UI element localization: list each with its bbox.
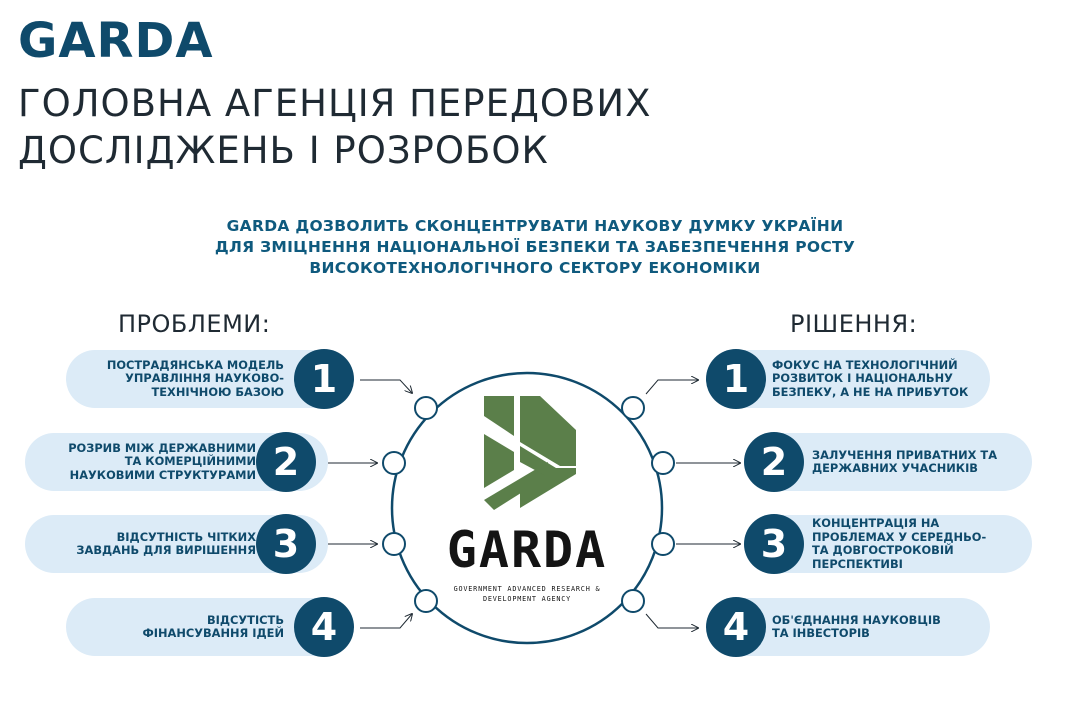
port-node xyxy=(383,533,405,555)
number-badge: 2 xyxy=(256,432,316,492)
text-line: ДЕРЖАВНИХ УЧАСНИКІВ xyxy=(812,461,978,475)
subtitle-line: ДОСЛІДЖЕНЬ І РОЗРОБОК xyxy=(18,129,549,172)
text-line: УПРАВЛІННЯ НАУКОВО- xyxy=(125,371,284,386)
tagline-line: GARDA ДОЗВОЛИТЬ СКОНЦЕНТРУВАТИ НАУКОВУ ДУМКУ УКРАЇНИ xyxy=(226,217,844,235)
number-badge: 4 xyxy=(294,597,354,657)
text-line: ПРОБЛЕМАХ У СЕРЕДНЬО- xyxy=(812,529,987,544)
port-node xyxy=(652,533,674,555)
number-badge: 3 xyxy=(256,514,316,574)
text-line: ТЕХНІЧНОЮ БАЗОЮ xyxy=(151,384,284,399)
arrow-solution-4 xyxy=(646,614,698,628)
text-line: КОНЦЕНТРАЦІЯ НА xyxy=(812,516,940,530)
text-line: ФІНАНСУВАННЯ ІДЕЙ xyxy=(142,626,284,640)
port-node xyxy=(415,590,437,612)
text-line: НАУКОВИМИ СТРУКТУРАМИ xyxy=(69,467,256,482)
port-node xyxy=(652,452,674,474)
text-line: ПЕРСПЕКТИВІ xyxy=(812,556,903,571)
number-badge: 1 xyxy=(294,349,354,409)
text-line: ВІДСУТНІСТЬ ЧІТКИХ xyxy=(116,529,256,544)
port-node xyxy=(622,397,644,419)
tagline-line: ВИСОКОТЕХНОЛОГІЧНОГО СЕКТОРУ ЕКОНОМІКИ xyxy=(309,259,761,277)
arrow-problem-1 xyxy=(360,380,412,393)
logo-caption: GOVERNMENT ADVANCED RESEARCH & xyxy=(453,585,601,593)
port-node xyxy=(383,452,405,474)
logo-caption: DEVELOPMENT AGENCY xyxy=(482,595,572,603)
port-node xyxy=(415,397,437,419)
text-line: БЕЗПЕКУ, А НЕ НА ПРИБУТОК xyxy=(772,384,969,399)
garda-logo-mark xyxy=(484,396,576,512)
arrow-problem-4 xyxy=(360,614,412,628)
number-badge: 3 xyxy=(744,514,804,574)
solutions-heading: РІШЕННЯ: xyxy=(790,310,918,338)
text-line: РОЗРИВ МІЖ ДЕРЖАВНИМИ xyxy=(68,440,256,455)
text-line: ОБ'ЄДНАННЯ НАУКОВЦІВ xyxy=(772,612,941,627)
arrow-solution-1 xyxy=(646,380,698,394)
text-line: ТА ІНВЕСТОРІВ xyxy=(772,626,870,640)
text-line: ТА ДОВГОСТРОКОВІЙ xyxy=(812,543,954,557)
tagline-line: ДЛЯ ЗМІЦНЕННЯ НАЦІОНАЛЬНОЇ БЕЗПЕКИ ТА ЗАБЕЗПЕЧЕННЯ РОСТУ xyxy=(214,238,856,256)
text-line: РОЗВИТОК І НАЦІОНАЛЬНУ xyxy=(772,371,953,386)
number-badge: 1 xyxy=(706,349,766,409)
subtitle-line: ГОЛОВНА АГЕНЦІЯ ПЕРЕДОВИХ xyxy=(18,82,652,125)
problems-heading: ПРОБЛЕМИ: xyxy=(118,310,271,338)
text-line: ТА КОМЕРЦІЙНИМИ xyxy=(124,454,256,469)
text-line: ПОСТРАДЯНСЬКА МОДЕЛЬ xyxy=(106,357,284,372)
number-badge: 4 xyxy=(706,597,766,657)
text-line: ЗАЛУЧЕННЯ ПРИВАТНИХ ТА xyxy=(812,447,998,462)
text-line: ЗАВДАНЬ ДЛЯ ВИРІШЕННЯ xyxy=(76,543,256,557)
brand-title: GARDA xyxy=(18,13,214,69)
text-line: ВІДСУТІСТЬ xyxy=(206,612,284,627)
logo-wordmark: GARDA xyxy=(446,521,608,579)
number-badge: 2 xyxy=(744,432,804,492)
text-line: ФОКУС НА ТЕХНОЛОГІЧНИЙ xyxy=(772,357,958,372)
port-node xyxy=(622,590,644,612)
